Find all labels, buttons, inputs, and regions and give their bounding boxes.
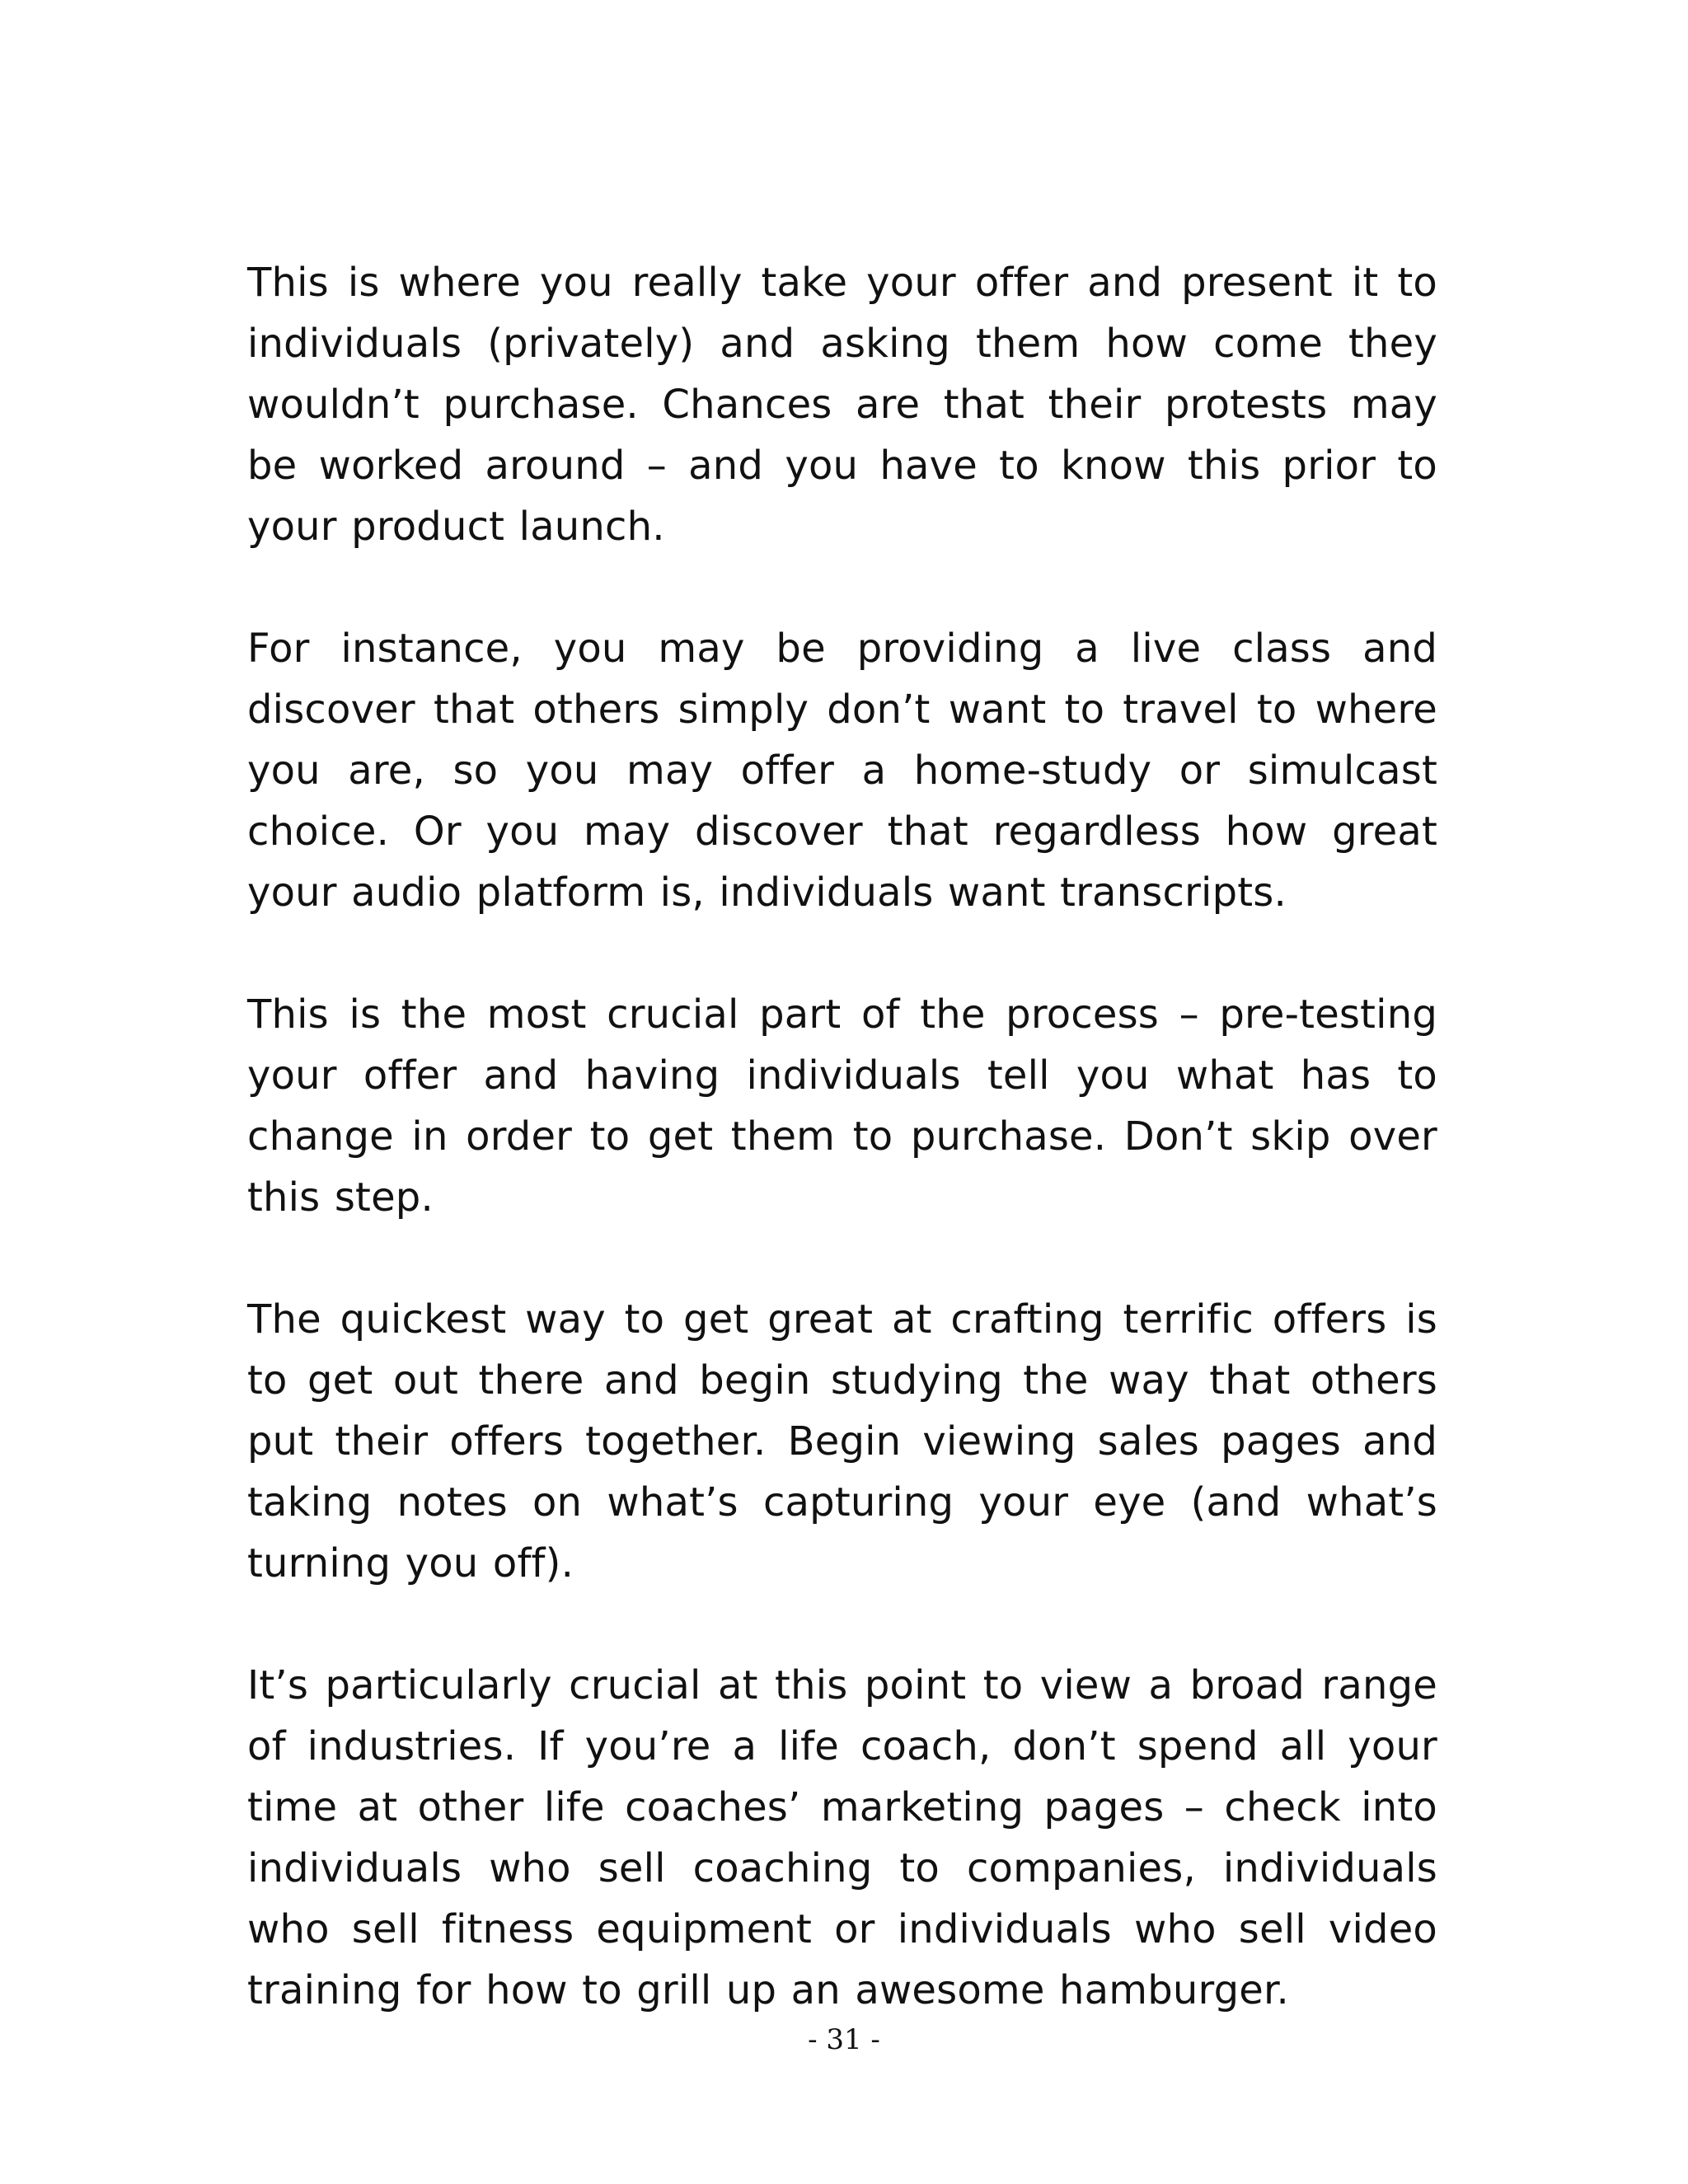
page-number: - 31 -	[808, 2023, 880, 2056]
paragraph-2: For instance, you may be providing a live class and discover that others simply don’t want to travel to where you are, so you may offer a home-study or simulcast choice. Or you may discover that regardless how great your audio platform is, individuals want transcripts.	[247, 626, 1437, 916]
paragraph-1: This is where you really take your offer and present it to individuals (privately) and asking them how come they wouldn’t purchase. Chances are that their protests may be worked around – and you have to know this prior to your product launch.	[247, 260, 1437, 550]
paragraph-3: This is the most crucial part of the process – pre-testing your offer and having individuals tell you what has to change in order to get them to purchase. Don’t skip over this step.	[247, 991, 1437, 1221]
paragraph-4: The quickest way to get great at crafting terrific offers is to get out there and begin studying the way that others put their offers together. Begin viewing sales pages and taking notes on what’s capturing your eye (and what’s turning you off).	[247, 1296, 1437, 1586]
paragraph-5: It’s particularly crucial at this point to view a broad range of industries. If you’re a life coach, don’t spend all your time at other life coaches’ marketing pages – check into individuals who sell coaching to companies, individuals who sell fitness equipment or individuals who sell video training for how to grill up an awesome hamburger.	[247, 1662, 1437, 2013]
body-text	[247, 252, 1437, 2082]
